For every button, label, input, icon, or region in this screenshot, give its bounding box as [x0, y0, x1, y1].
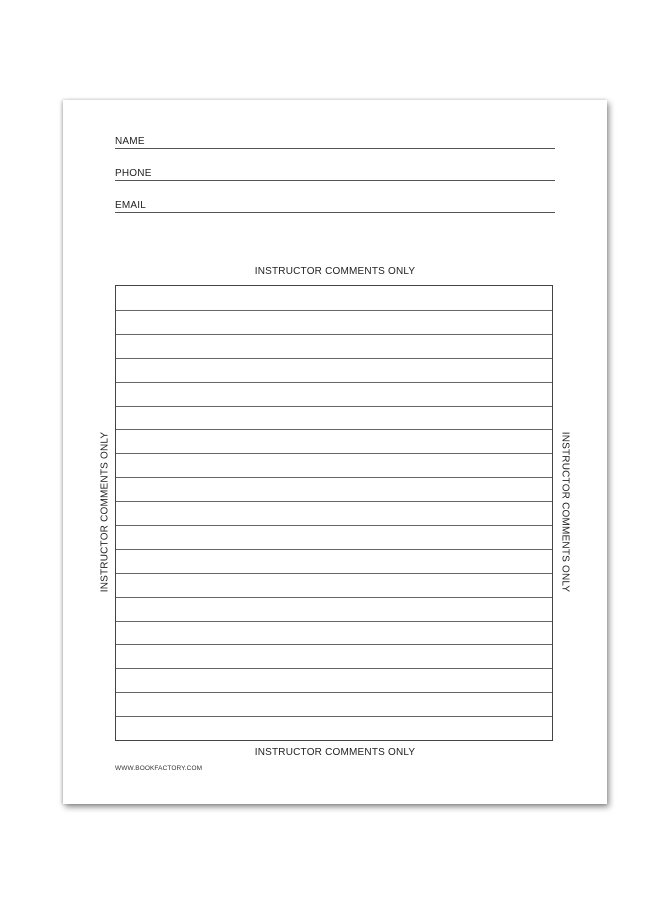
instructor-comments-box[interactable] [115, 285, 553, 741]
comments-caption-top: INSTRUCTOR COMMENTS ONLY [254, 266, 416, 277]
comment-ruled-line [116, 716, 552, 717]
comment-ruled-line [116, 310, 552, 311]
comment-ruled-line [116, 644, 552, 645]
email-label: EMAIL [115, 200, 147, 211]
name-label: NAME [115, 136, 145, 147]
comment-ruled-line [116, 597, 552, 598]
form-sheet [63, 100, 607, 804]
comment-ruled-line [116, 549, 552, 550]
comment-ruled-line [116, 477, 552, 478]
comment-ruled-line [116, 692, 552, 693]
comment-ruled-line [116, 334, 552, 335]
comment-ruled-line [116, 668, 552, 669]
comment-ruled-line [116, 358, 552, 359]
phone-label: PHONE [115, 168, 152, 179]
name-field[interactable] [115, 130, 555, 149]
comments-caption-right-text: INSTRUCTOR COMMENTS ONLY [559, 431, 571, 593]
comments-caption-left-text: INSTRUCTOR COMMENTS ONLY [99, 431, 111, 593]
footer-url: WWW.BOOKFACTORY.COM [115, 765, 203, 772]
phone-field[interactable] [115, 162, 555, 181]
comment-ruled-line [116, 453, 552, 454]
comment-ruled-line [116, 406, 552, 407]
comment-ruled-line [116, 382, 552, 383]
comment-ruled-line [116, 621, 552, 622]
comments-caption-bottom: INSTRUCTOR COMMENTS ONLY [254, 747, 416, 758]
comment-ruled-line [116, 525, 552, 526]
email-field[interactable] [115, 194, 555, 213]
comment-ruled-line [116, 429, 552, 430]
comment-ruled-line [116, 501, 552, 502]
comment-ruled-line [116, 573, 552, 574]
